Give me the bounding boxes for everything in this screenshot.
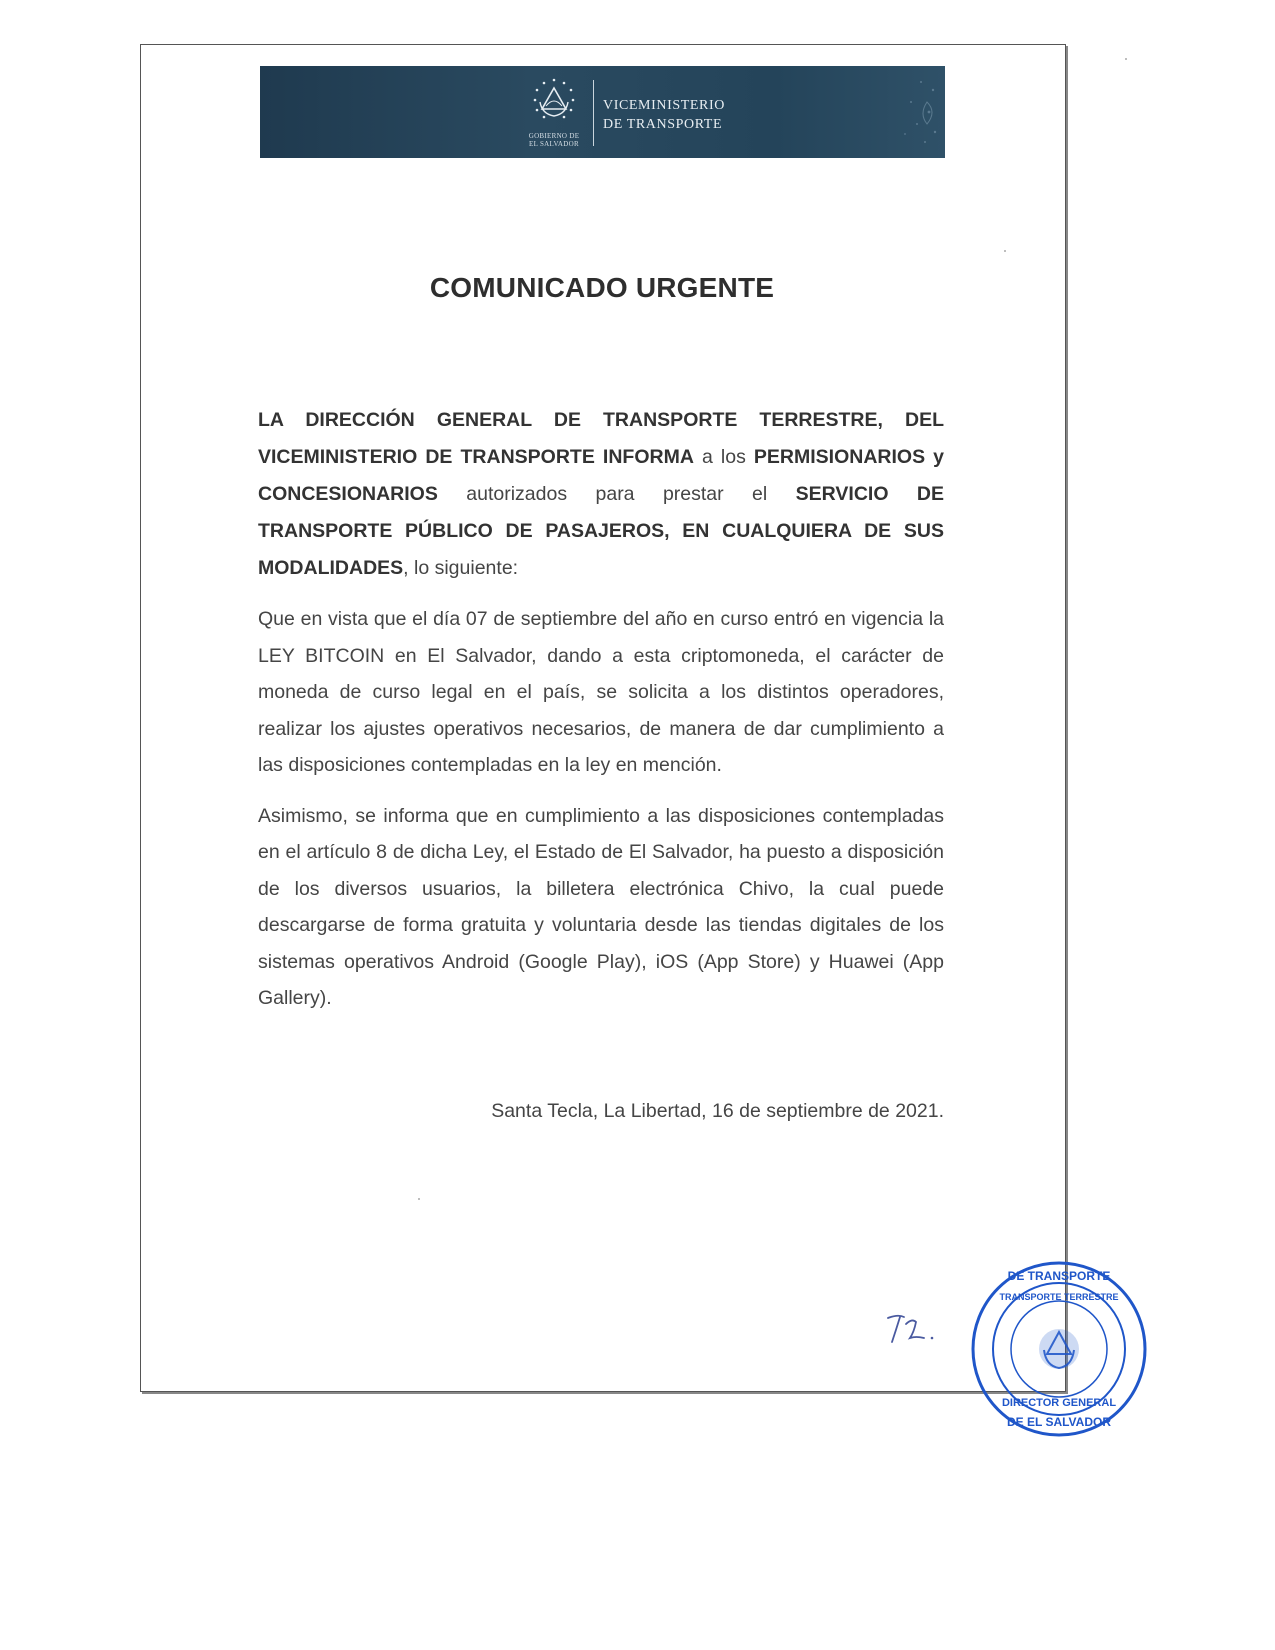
signature-mark (880, 1308, 940, 1352)
ministry-name-line1: VICEMINISTERIO (603, 98, 725, 113)
scan-speck (1004, 250, 1006, 252)
svg-text:DE EL SALVADOR: DE EL SALVADOR (1006, 1415, 1112, 1429)
document-body (258, 402, 944, 1031)
document-title: COMUNICADO URGENTE (429, 272, 775, 303)
banner-decoration-icon (881, 72, 941, 152)
intro-bold-2: PERMISIONARIOS y CONCESIONARIOS (258, 446, 945, 505)
intro-text-2: autorizados para prestar el (437, 483, 796, 505)
government-label-line1: GOBIERNO DE (528, 132, 580, 140)
scan-speck (418, 1198, 420, 1200)
intro-text-3: , lo siguiente: (403, 557, 519, 579)
scan-speck (1125, 58, 1127, 60)
government-label (518, 132, 590, 148)
place-and-date: Santa Tecla, La Libertad, 16 de septiembre de 2021. (491, 1100, 944, 1122)
intro-bold-1: LA DIRECCIÓN GENERAL DE TRANSPORTE TERRESTRE, DEL VICEMINISTERIO DE TRANSPORTE INFORMA (258, 409, 944, 468)
svg-text:DE TRANSPORTE: DE TRANSPORTE (1007, 1269, 1111, 1283)
official-stamp (968, 1258, 1150, 1440)
intro-text-1: a los (693, 446, 754, 468)
paragraph-intro (258, 402, 944, 587)
intro-bold-3: SERVICIO DE TRANSPORTE PÚBLICO DE PASAJEROS, EN CUALQUIERA DE SUS MODALIDADES (258, 483, 944, 579)
coat-of-arms-icon (522, 76, 586, 130)
ministry-name-line2: DE TRANSPORTE (603, 117, 723, 132)
svg-text:TRANSPORTE TERRESTRE: TRANSPORTE TERRESTRE (999, 1292, 1119, 1302)
paragraph-chivo-wallet: Asimismo, se informa que en cumplimiento a las disposiciones contempladas en el artículo 8 de dicha Ley, el Estado de El Salvador, ha puesto a disposición de los diversos usuarios, la billetera electrónica Chivo, la cual puede descargarse de forma gratuita y voluntaria desde las tiendas digitales de los sistemas operativos Android (Google Play), iOS (App Store) y Huawei (App Gallery). (258, 804, 944, 1009)
paragraph-bitcoin-law: Que en vista que el día 07 de septiembre del año en curso entró en vigencia la LEY BITCOIN en El Salvador, dando a esta criptomoneda, el carácter de moneda de curso legal en el país, se solicita a los distintos operadores, realizar los ajustes operativos necesarios, de manera de dar cumplimiento a las disposiciones contempladas en la ley en mención. (258, 608, 944, 776)
letterhead-banner (260, 66, 945, 158)
government-label-line2: EL SALVADOR (529, 140, 579, 148)
banner-divider (593, 80, 594, 146)
svg-text:DIRECTOR GENERAL: DIRECTOR GENERAL (1001, 1397, 1117, 1409)
